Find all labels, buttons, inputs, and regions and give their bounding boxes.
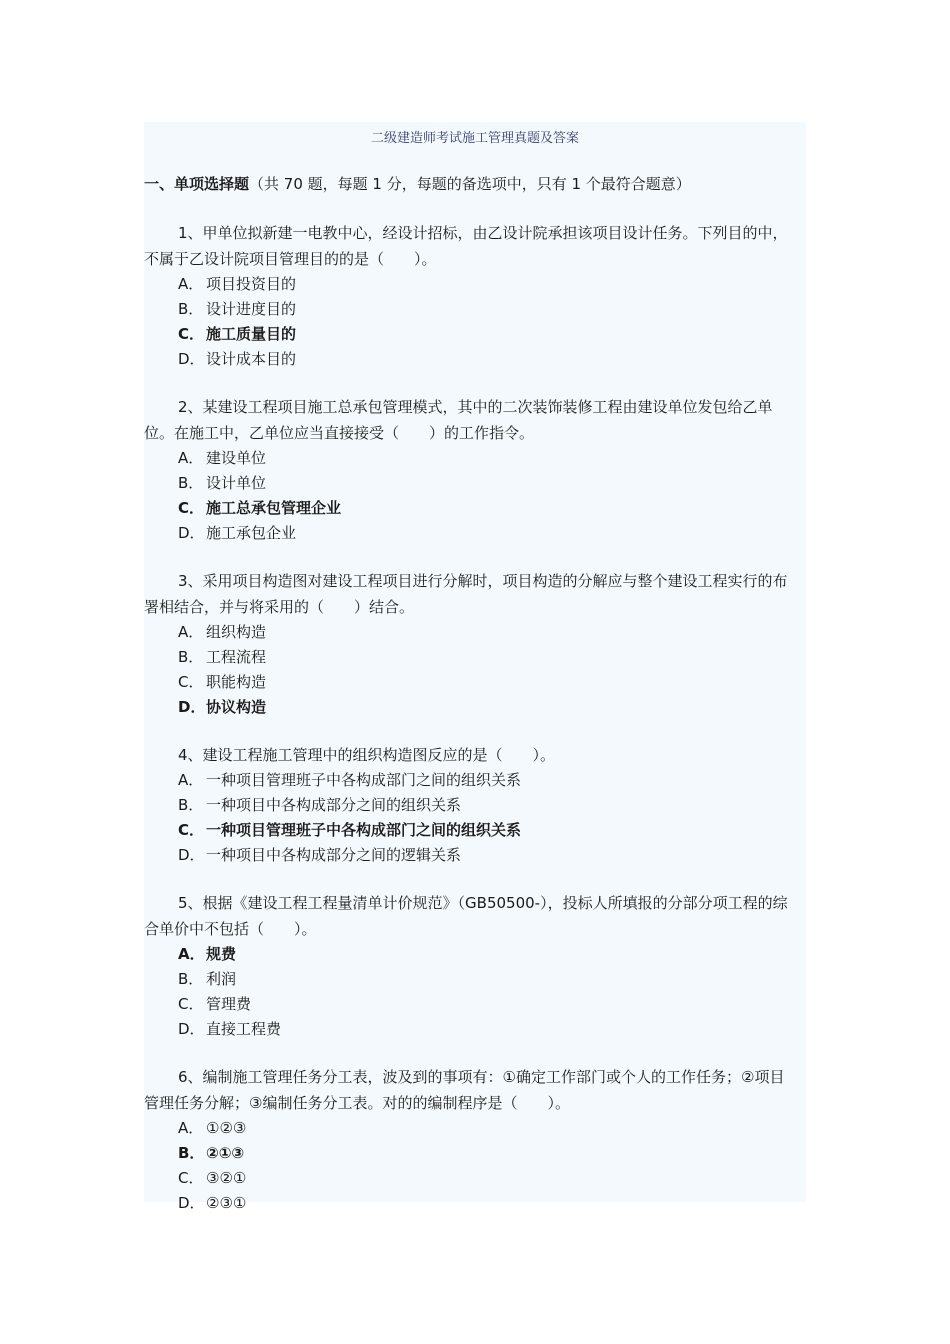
option-letter: D． xyxy=(178,350,205,368)
question-stem: 4、建设工程施工管理中的组织构造图反应的是（ ）。 xyxy=(178,746,556,764)
option-text: 设计进度目的 xyxy=(206,300,297,318)
option xyxy=(144,620,806,645)
option-text: 一种项目管理班子中各构成部门之间的组织关系 xyxy=(206,771,522,789)
question-stem: 5、根据《建设工程工程量清单计价规范》（GB50500-），投标人所填报的分部分项工程的综合单价中不包括（ ）。 xyxy=(144,894,788,938)
option-letter: C． xyxy=(178,325,205,343)
question-stem: 3、采用项目构造图对建设工程项目进行分解时，项目构造的分解应与整个建设工程实行的布署相结合，并与将采用的（ ）结合。 xyxy=(144,572,788,616)
option xyxy=(144,446,806,471)
option xyxy=(144,1017,806,1042)
option xyxy=(144,471,806,496)
option xyxy=(144,1116,806,1141)
option xyxy=(144,992,806,1017)
option-letter: C． xyxy=(178,499,205,517)
question-2 xyxy=(144,394,806,546)
option-letter: A． xyxy=(178,945,205,963)
option-text: 施工总承包管理企业 xyxy=(206,499,342,517)
option-letter: C． xyxy=(178,673,204,691)
question-6 xyxy=(144,1064,806,1216)
option xyxy=(144,645,806,670)
option xyxy=(144,670,806,695)
option xyxy=(144,967,806,992)
option-letter: C． xyxy=(178,995,204,1013)
option-text: 职能构造 xyxy=(206,673,267,691)
option-letter: B． xyxy=(178,300,204,318)
option-letter: B． xyxy=(178,648,204,666)
option-text: ②①③ xyxy=(206,1144,245,1162)
option-text: 工程流程 xyxy=(206,648,267,666)
option-text: 建设单位 xyxy=(206,449,267,467)
question-stem: 2、某建设工程项目施工总承包管理模式，其中的二次装饰装修工程由建设单位发包给乙单位。在施工中，乙单位应当直接接受（ ）的工作指令。 xyxy=(144,398,773,442)
section-heading-note: （共 70 题，每题 1 分，每题的备选项中，只有 1 个最符合题意） xyxy=(249,175,691,193)
option xyxy=(144,1191,806,1216)
option-text: 设计单位 xyxy=(206,474,267,492)
option-text: 项目投资目的 xyxy=(206,275,297,293)
question-stem: 1、甲单位拟新建一电教中心，经设计招标，由乙设计院承担该项目设计任务。下列目的中，不属于乙设计院项目管理目的的是（ ）。 xyxy=(144,224,788,268)
option-letter: B． xyxy=(178,970,204,988)
option-letter: D． xyxy=(178,1194,205,1212)
option-text: 管理费 xyxy=(206,995,252,1013)
option-text: 一种项目中各构成部分之间的组织关系 xyxy=(206,796,462,814)
option-text: ②③① xyxy=(206,1194,247,1212)
option-text: 施工质量目的 xyxy=(206,325,297,343)
section-heading xyxy=(144,174,806,194)
option xyxy=(144,768,806,793)
answer-option xyxy=(144,322,806,347)
option-letter: C． xyxy=(178,821,205,839)
option-letter: B． xyxy=(178,796,204,814)
section-heading-title: 一、单项选择题 xyxy=(144,175,250,193)
option xyxy=(144,1166,806,1191)
option-text: 施工承包企业 xyxy=(206,524,297,542)
option-letter: A． xyxy=(178,771,204,789)
option-letter: A． xyxy=(178,1119,204,1137)
answer-option xyxy=(144,942,806,967)
option xyxy=(144,297,806,322)
answer-option xyxy=(144,818,806,843)
option-text: 一种项目管理班子中各构成部门之间的组织关系 xyxy=(206,821,522,839)
option-text: 规费 xyxy=(206,945,237,963)
option xyxy=(144,272,806,297)
option-letter: B． xyxy=(178,1144,205,1162)
option xyxy=(144,521,806,546)
document-title: 二级建造师考试施工管理真题及答案 xyxy=(370,131,579,146)
question-stem: 6、编制施工管理任务分工表，波及到的事项有：①确定工作部门或个人的工作任务；②项目管理任务分解；③编制任务分工表。对的的编制程序是（ ）。 xyxy=(144,1068,785,1112)
option-text: 设计成本目的 xyxy=(206,350,297,368)
answer-option xyxy=(144,1141,806,1166)
option-letter: B． xyxy=(178,474,204,492)
option-letter: C． xyxy=(178,1169,204,1187)
question-4 xyxy=(144,742,806,868)
option-letter: D． xyxy=(178,524,205,542)
answer-option xyxy=(144,496,806,521)
option-text: 利润 xyxy=(206,970,237,988)
option-text: 直接工程费 xyxy=(206,1020,282,1038)
option-letter: A． xyxy=(178,449,204,467)
option-text: ③②① xyxy=(206,1169,247,1187)
option xyxy=(144,793,806,818)
question-3 xyxy=(144,568,806,720)
option xyxy=(144,843,806,868)
option-text: 组织构造 xyxy=(206,623,267,641)
option-text: 一种项目中各构成部分之间的逻辑关系 xyxy=(206,846,462,864)
option-text: ①②③ xyxy=(206,1119,247,1137)
option-letter: A． xyxy=(178,623,204,641)
question-5 xyxy=(144,890,806,1042)
option-letter: D． xyxy=(178,1020,205,1038)
option-letter: A． xyxy=(178,275,204,293)
question-list xyxy=(144,220,806,1238)
document-page xyxy=(144,122,806,1212)
option-letter: D． xyxy=(178,698,206,716)
option xyxy=(144,347,806,372)
option-letter: D． xyxy=(178,846,205,864)
option-text: 协议构造 xyxy=(206,698,267,716)
answer-option xyxy=(144,695,806,720)
question-1 xyxy=(144,220,806,372)
